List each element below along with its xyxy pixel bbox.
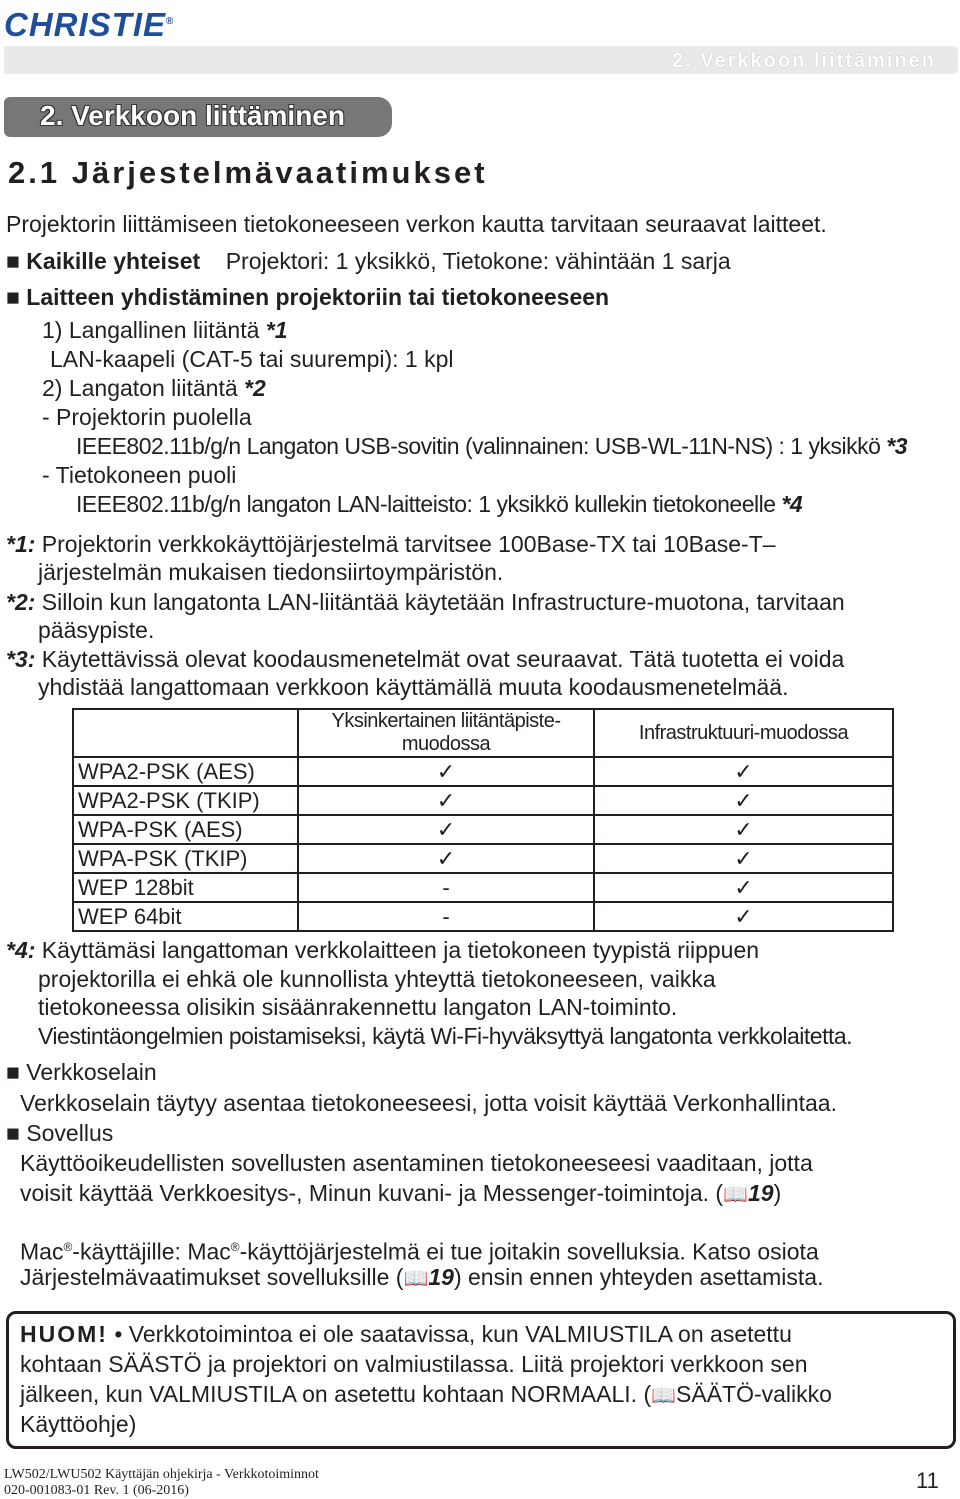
- table-header: [73, 709, 298, 757]
- lan-device-line: IEEE802.11b/g/n langaton LAN-laitteisto: 1 yksikkö kullekin tietokoneelle *4: [76, 491, 803, 517]
- app-text: Käyttöoikeudellisten sovellusten asentaminen tietokoneeseesi vaaditaan, jotta: [20, 1150, 813, 1176]
- book-icon: 📖: [651, 1385, 677, 1407]
- footnote-3: *3: Käytettävissä olevat koodausmenetelmät ovat seuraavat. Tätä tuotetta ei voida: [6, 646, 845, 672]
- section-tab: 2. Verkkoon liittäminen: [4, 97, 392, 137]
- computer-side: - Tietokoneen puoli: [42, 462, 237, 488]
- running-title: 2. Verkkoon liittäminen: [672, 50, 936, 72]
- adapter-line: IEEE802.11b/g/n Langaton USB-sovitin (valinnainen: USB-WL-11N-NS) : 1 yksikkö *3: [76, 433, 908, 459]
- book-icon: 📖: [403, 1268, 429, 1290]
- footnote-2: *2: Silloin kun langatonta LAN-liitäntää käytetään Infrastructure-muotona, tarvitaan: [6, 589, 845, 615]
- footer-rev: 020-001083-01 Rev. 1 (06-2016): [4, 1483, 189, 1498]
- footnote-1-cont: järjestelmän mukaisen tiedonsiirtoympäristön.: [38, 559, 504, 585]
- note-line: jälkeen, kun VALMIUSTILA on asetettu kohtaan NORMAALI. (📖SÄÄTÖ-valikko: [20, 1380, 832, 1410]
- book-icon: 📖: [723, 1184, 748, 1206]
- table-row: WEP 64bit - ✓: [73, 902, 893, 931]
- footer-doc: LW502/LWU502 Käyttäjän ohjekirja - Verkkotoiminnot: [4, 1467, 319, 1482]
- mac-line-2: Järjestelmävaatimukset sovelluksille (📖19) ensin ennen yhteyden asettamista.: [20, 1263, 823, 1293]
- note-line: Käyttöohje): [20, 1411, 137, 1437]
- page-number: 11: [916, 1468, 939, 1493]
- table-row: WEP 128bit - ✓: [73, 873, 893, 902]
- running-header: [4, 46, 958, 74]
- browser-heading: ■ Verkkoselain: [6, 1059, 157, 1085]
- footnote-4-cont: projektorilla ei ehkä ole kunnollista yhteyttä tietokoneeseen, vaikka: [38, 966, 716, 992]
- table-header: Infrastruktuuri-muodossa: [594, 709, 893, 757]
- section-title: 2.1 Järjestelmävaatimukset: [8, 155, 488, 190]
- footnote-4: *4: Käyttämäsi langattoman verkkolaitteen ja tietokoneen tyypistä riippuen: [6, 937, 760, 963]
- table-row: WPA-PSK (TKIP) ✓ ✓: [73, 844, 893, 873]
- note-line: HUOM! • Verkkotoimintoa ei ole saatavissa, kun VALMIUSTILA on asetettu: [20, 1321, 792, 1347]
- common-line: ■ Kaikille yhteiset Projektori: 1 yksikkö, Tietokone: vähintään 1 sarja: [6, 248, 731, 274]
- app-heading: ■ Sovellus: [6, 1120, 114, 1146]
- footnote-3-cont: yhdistää langattomaan verkkoon käyttämällä muuta koodausmenetelmää.: [38, 674, 789, 700]
- note-line: kohtaan SÄÄSTÖ ja projektori on valmiustilassa. Liitä projektori verkkoon sen: [20, 1351, 808, 1377]
- footnote-4-cont: Viestintäongelmien poistamiseksi, käytä Wi-Fi-hyväksyttyä langatonta verkkolaitetta.: [38, 1023, 853, 1049]
- table-row: WPA2-PSK (TKIP) ✓ ✓: [73, 786, 893, 815]
- footnote-2-cont: pääsypiste.: [38, 617, 155, 643]
- footnote-1: *1: Projektorin verkkokäyttöjärjestelmä tarvitsee 100Base-TX tai 10Base-T–: [6, 531, 776, 557]
- table-header: Yksinkertainen liitäntäpiste-muodossa: [298, 709, 594, 757]
- mac-line: Mac®-käyttäjille: Mac®-käyttöjärjestelmä ei tue joitakin sovelluksia. Katso osiota: [20, 1238, 819, 1265]
- browser-text: Verkkoselain täytyy asentaa tietokoneeseesi, jotta voisit käyttää Verkonhallintaa.: [20, 1090, 837, 1116]
- lan-cable-line: LAN-kaapeli (CAT-5 tai suurempi): 1 kpl: [50, 346, 454, 372]
- wired-line: 1) Langallinen liitäntä *1: [42, 317, 288, 343]
- app-text: voisit käyttää Verkkoesitys-, Minun kuvani- ja Messenger-toimintoja. (📖19): [20, 1179, 781, 1209]
- footnote-4-cont: tietokoneessa olisikin sisäänrakennettu langaton LAN-toiminto.: [38, 994, 678, 1020]
- projector-side: - Projektorin puolella: [42, 404, 252, 430]
- encryption-table: [72, 708, 894, 932]
- table-row: WPA-PSK (AES) ✓ ✓: [73, 815, 893, 844]
- christie-logo: CHRISTIE®: [4, 6, 175, 43]
- wireless-line: 2) Langaton liitäntä *2: [42, 375, 266, 401]
- intro-text: Projektorin liittämiseen tietokoneeseen verkon kautta tarvitaan seuraavat laitteet.: [6, 211, 827, 237]
- table-row: WPA2-PSK (AES) ✓ ✓: [73, 757, 893, 786]
- connect-heading: ■ Laitteen yhdistäminen projektoriin tai tietokoneeseen: [6, 284, 610, 310]
